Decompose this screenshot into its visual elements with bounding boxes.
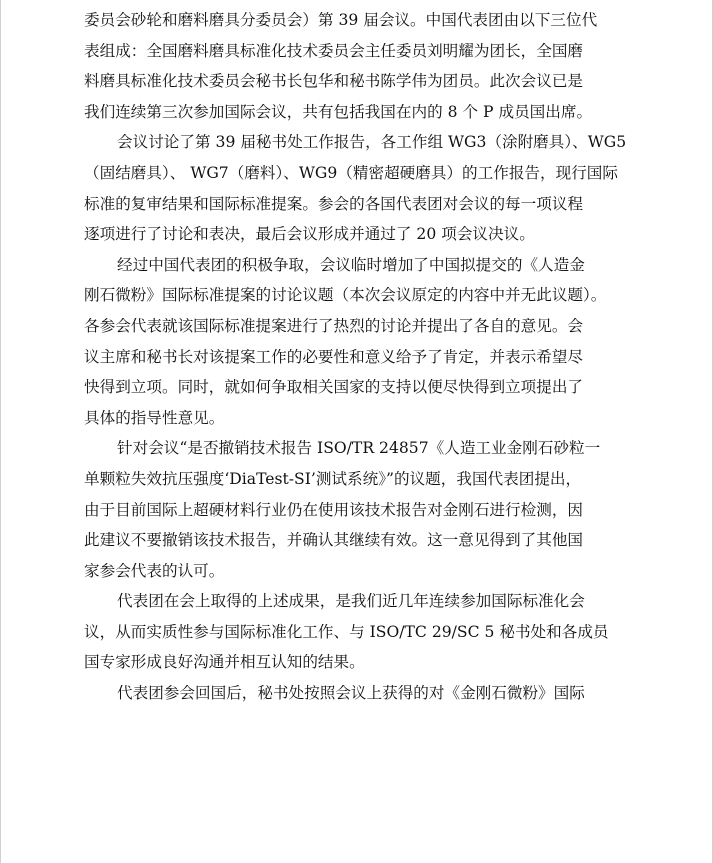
- text-line: 家参会代表的认可。: [84, 561, 225, 580]
- text-line: 单颗粒失效抗压强度‘DiaTest-SI’测试系统》”的议题，我国代表团提出，: [84, 469, 582, 488]
- paragraph-follow-up: [84, 678, 632, 709]
- text-line: 各参会代表就该国际标准提案进行了热烈的讨论并提出了各自的意见。会: [84, 316, 584, 335]
- paragraph-technical-report: [84, 433, 632, 586]
- text-line: 刚石微粉》国际标准提案的讨论议题（本次会议原定的内容中并无此议题）。: [84, 286, 607, 305]
- paragraph-meeting-intro: [84, 5, 632, 127]
- document-body: [84, 5, 632, 709]
- text-line: 此建议不要撤销该技术报告，并确认其继续有效。这一意见得到了其他国: [84, 531, 584, 550]
- text-line: 代表团在会上取得的上述成果，是我们近几年连续参加国际标准化会: [117, 592, 585, 611]
- text-line: 料磨具标准化技术委员会秘书长包华和秘书陈学伟为团员。此次会议已是: [84, 72, 584, 91]
- paragraph-meeting-discussion: [84, 127, 632, 249]
- text-line: 逐项进行了讨论和表决，最后会议形成并通过了 20 项会议决议。: [84, 225, 535, 244]
- text-line: 针对会议“是否撤销技术报告 ISO/TR 24857《人造工业金刚石砂粒一: [117, 439, 601, 458]
- paragraph-achievements: [84, 586, 632, 678]
- text-line: 国专家形成良好沟通并相互认知的结果。: [84, 653, 365, 672]
- text-line: 经过中国代表团的积极争取，会议临时增加了中国拟提交的《人造金: [117, 255, 585, 274]
- text-line: 我们连续第三次参加国际会议，共有包括我国在内的 8 个 P 成员国出席。: [84, 102, 593, 121]
- text-line: 议主席和秘书长对该提案工作的必要性和意义给予了肯定，并表示希望尽: [84, 347, 584, 366]
- text-line: 快得到立项。同时，就如何争取相关国家的支持以便尽快得到立项提出了: [84, 378, 584, 397]
- text-line: 具体的指导性意见。: [84, 408, 225, 427]
- text-line: 委员会砂轮和磨料磨具分委员会）第 39 届会议。中国代表团由以下三位代: [84, 11, 598, 29]
- text-line: 会议讨论了第 39 届秘书处工作报告，各工作组 WG3（涂附磨具）、WG5: [117, 133, 627, 152]
- paragraph-diamond-proposal: [84, 250, 632, 434]
- text-line: 标准的复审结果和国际标准提案。参会的各国代表团对会议的每一项议程: [84, 194, 584, 213]
- text-line: 议，从而实质性参与国际标准化工作、与 ISO/TC 29/SC 5 秘书处和各成员: [84, 622, 609, 641]
- text-line: 由于目前国际上超硬材料行业仍在使用该技术报告对金刚石进行检测，因: [84, 500, 584, 519]
- text-line: 代表团参会回国后，秘书处按照会议上获得的对《金刚石微粉》国际: [117, 684, 585, 703]
- text-line: （固结磨具）、 WG7（磨料）、WG9（精密超硬磨具）的工作报告，现行国际: [84, 163, 618, 182]
- text-line: 表组成：全国磨料磨具标准化技术委员会主任委员刘明耀为团长，全国磨: [84, 41, 584, 60]
